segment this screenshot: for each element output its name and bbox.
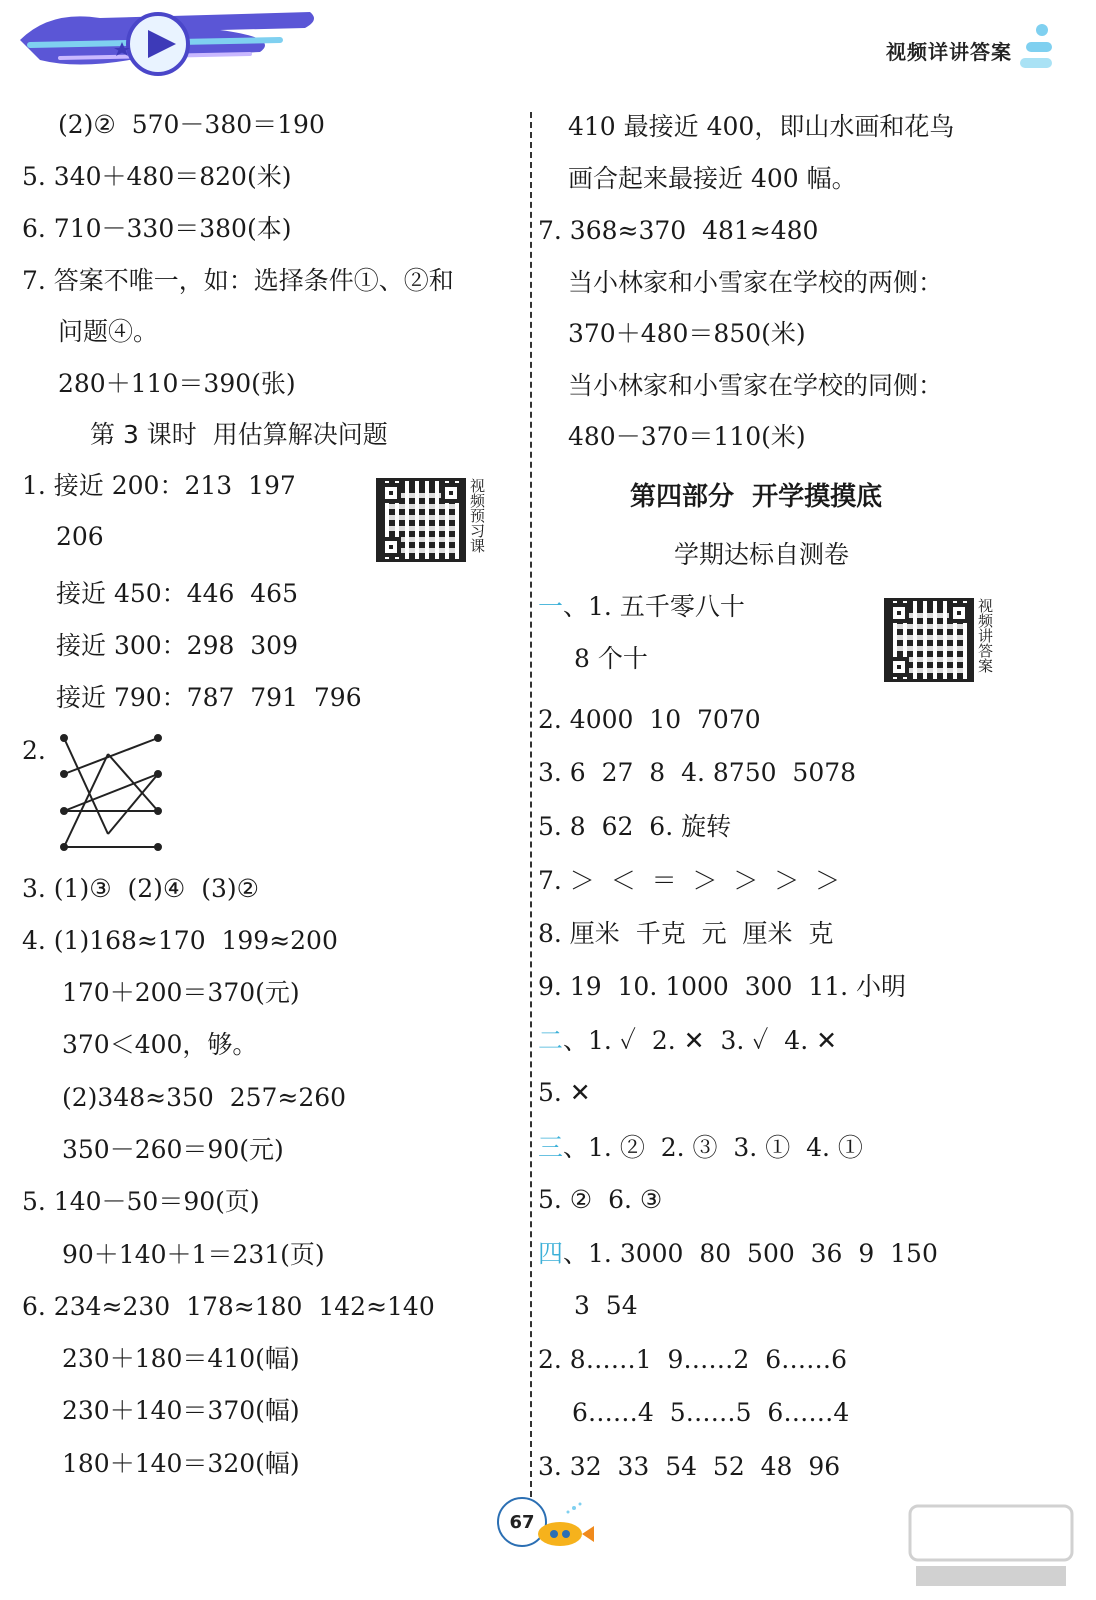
answer-line: 画合起来最接近 400 幅。	[568, 164, 857, 193]
answer-line: 8 个十	[574, 644, 648, 673]
answer-line: 7. ＞ ＜ ＝ ＞ ＞ ＞ ＞	[538, 866, 841, 895]
answer-line: 480－370＝110(米)	[568, 422, 806, 451]
answer-line: 90＋140＋1＝231(页)	[62, 1240, 325, 1269]
answer-line: 7. 答案不唯一，如：选择条件①、②和	[22, 266, 454, 295]
answer-line: 1. 接近 200：213 197	[22, 471, 296, 500]
answer-line: 170＋200＝370(元)	[62, 978, 300, 1007]
answer-line: 3. 6 27 8 4. 8750 5078	[538, 758, 857, 787]
submarine-icon	[530, 1498, 600, 1554]
answer-line: 6. 710－330＝380(本)	[22, 214, 292, 243]
header-title: 视频详讲答案	[886, 39, 1012, 64]
answer-line: 230＋180＝410(幅)	[62, 1344, 300, 1373]
section-mark: 四	[538, 1239, 564, 1268]
answer-line: 410 最接近 400，即山水画和花鸟	[568, 112, 955, 141]
answer-line: 接近 450：446 465	[56, 579, 298, 608]
answer-line: 3. 32 33 54 52 48 96	[538, 1452, 841, 1481]
section-mark: 二	[538, 1026, 564, 1055]
answer-line: (2)348≈350 257≈260	[62, 1083, 347, 1112]
answer-line: 350－260＝90(元)	[62, 1135, 284, 1164]
page-number: 67	[497, 1497, 547, 1547]
answer-line: 3 54	[574, 1291, 638, 1320]
answer-line: 当小林家和小雪家在学校的同侧：	[568, 371, 944, 400]
answer-line: 9. 19 10. 1000 300 11. 小明	[538, 972, 907, 1001]
answer-line: 接近 300：298 309	[56, 631, 298, 660]
answer-line: 2.	[22, 736, 46, 765]
header-banner-logo	[20, 0, 320, 82]
answer-line: 5. ② 6. ③	[538, 1185, 663, 1214]
watermark-logo	[906, 1502, 1076, 1592]
part-title: 第四部分 开学摸摸底	[630, 482, 883, 512]
answer-line: 4. (1)168≈170 199≈200	[22, 926, 338, 955]
section-mark: 一	[538, 592, 564, 621]
header-right	[886, 20, 1056, 80]
answer-line	[538, 1131, 863, 1165]
answer-line: 3. (1)③ (2)④ (3)②	[22, 874, 260, 903]
answer-line: 206	[56, 522, 104, 551]
answer-line	[538, 1024, 837, 1058]
qr-code-icon	[884, 598, 974, 682]
answer-line: 6……4 5……5 6……4	[572, 1398, 850, 1427]
qr-label: 视频预习课	[468, 478, 486, 553]
answer-line: 280＋110＝390(张)	[58, 369, 296, 398]
answer-line: 8. 厘米 千克 元 厘米 克	[538, 919, 834, 948]
answer-line	[538, 1237, 938, 1271]
answer-text: 、1. ✓ 2. ✕ 3. ✓ 4. ✕	[563, 1026, 838, 1055]
answer-line: 370＜400，够。	[62, 1030, 258, 1059]
answer-text: 、1. ② 2. ③ 3. ① 4. ①	[563, 1133, 863, 1162]
qr-code-preview[interactable]	[376, 478, 485, 562]
answer-text: 、1. 3000 80 500 36 9 150	[563, 1239, 938, 1268]
answer-line: 6. 234≈230 178≈180 142≈140	[22, 1292, 435, 1321]
qr-code-icon	[376, 478, 466, 562]
answer-line: 接近 790：787 791 796	[56, 683, 362, 712]
column-divider	[530, 112, 532, 1507]
test-title: 学期达标自测卷	[674, 540, 850, 569]
qr-label: 视频讲答案	[976, 598, 994, 673]
answer-line: (2)② 570－380＝190	[58, 110, 325, 139]
answer-line: 370＋480＝850(米)	[568, 319, 806, 348]
answer-line: 7. 368≈370 481≈480	[538, 216, 819, 245]
answer-line: 5. 8 62 6. 旋转	[538, 812, 732, 841]
answer-line: 5. 340＋480＝820(米)	[22, 162, 292, 191]
section-mark: 三	[538, 1133, 564, 1162]
answer-line: 当小林家和小雪家在学校的两侧：	[568, 268, 944, 297]
matching-lines-diagram	[58, 732, 168, 856]
answer-line: 5. 140－50＝90(页)	[22, 1187, 260, 1216]
qr-code-answers[interactable]	[884, 598, 993, 682]
answer-line: 2. 8……1 9……2 6……6	[538, 1345, 848, 1374]
answer-text: 、1. 五千零八十	[563, 592, 745, 621]
video-answer-icon	[1016, 20, 1056, 80]
answer-line: 2. 4000 10 7070	[538, 705, 761, 734]
answer-line	[538, 590, 745, 624]
answer-line: 5. ✕	[538, 1078, 591, 1107]
answer-line: 230＋140＝370(幅)	[62, 1396, 300, 1425]
answer-line: 问题④。	[58, 317, 159, 346]
answer-line: 180＋140＝320(幅)	[62, 1449, 300, 1478]
lesson-title: 第 3 课时 用估算解决问题	[90, 420, 388, 449]
